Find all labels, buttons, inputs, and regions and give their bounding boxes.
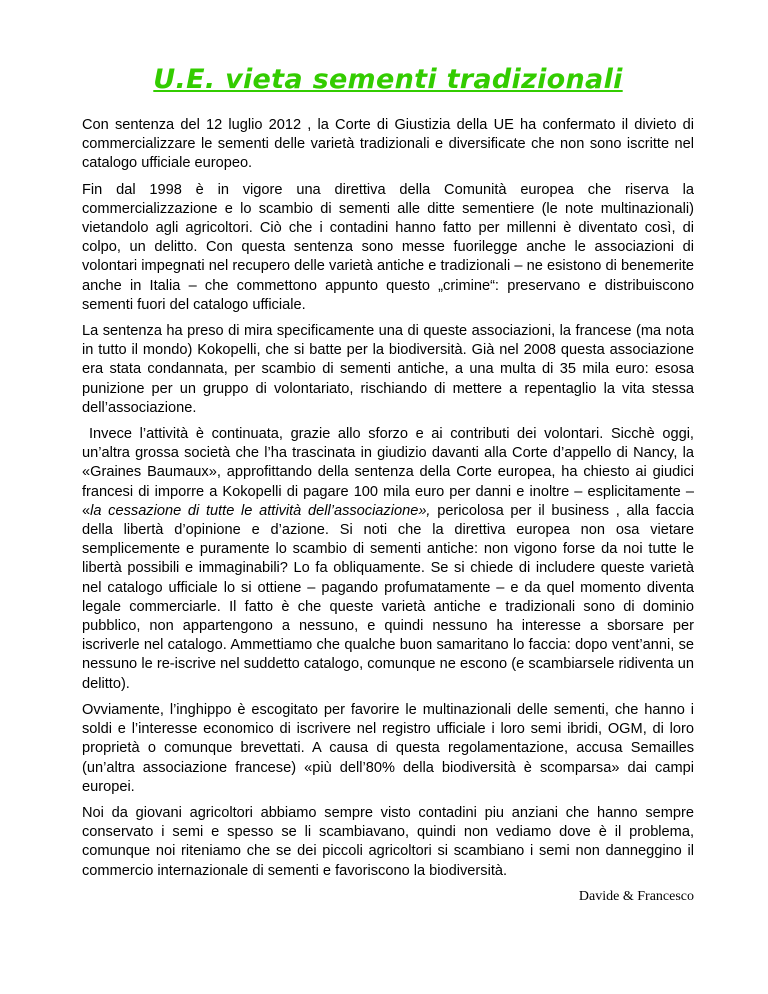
- signature: Davide & Francesco: [578, 888, 694, 904]
- paragraph-6: Noi da giovani agricoltori abbiamo sempre visto contadini piu anziani che hanno sempre conservato i semi e spesso se li scambiavano, quindi non vediamo dove è il problema, comunque noi riteniamo che se dei piccoli agricoltori si scambiano i semi non danneggino il commercio internazionale di sementi e favoriscono la biodiversità.: [82, 804, 694, 879]
- document-page: [82, 62, 694, 906]
- paragraph-4-text-before: Invece l’attività è continuata, grazie allo sforzo e ai contributi dei volontari. Sicchè oggi, un’altra grossa società che l’ha trascinata in giudizio davanti alla Corte d’appello di Nancy, la «Graines Baumaux», approfittando della sentenza della Corte europea, ha chiesto ai giudici francesi di imporre a Kokopelli di pagare 100 mila euro per danni e inoltre – esplicitamente – «: [82, 426, 694, 519]
- paragraph-1: Con sentenza del 12 luglio 2012 , la Corte di Giustizia della UE ha confermato il divieto di commercializzare le sementi delle varietà tradizionali e diversificate che non sono iscritte nel catalogo ufficiale europeo.: [82, 117, 694, 172]
- paragraph-3: La sentenza ha preso di mira specificamente una di queste associazioni, la francese (ma nota in tutto il mondo) Kokopelli, che si batte per la biodiversità. Già nel 2008 questa associazione era stata condannata, per scambio di sementi antiche, a una multa di 35 mila euro: esosa punizione per un gruppo di volontariato, rischiando di mettere a repentaglio la vita stessa dell’associazione.: [82, 323, 694, 416]
- paragraph-4-text-after: pericolosa per il business , alla faccia della libertà d’opinione e d’azione. Si noti che la direttiva europea non osa vietare semplicemente e puramente lo scambio di sementi antiche: non vigono forse da noi tutte le libertà possibili e immaginabili? Lo fa obliquamente. Se si chiede di includere queste varietà nel catalogo ufficiale lo si ottiene – pagando profumatamente – e da quel momento diventa legale commerciarle. Il fatto è che queste varietà antiche e tradizionali sono di dominio pubblico, non appartengono a nessuno, e quindi nessuno ha interesse a sborsare per iscriverle nel catalogo. Ammettiamo che qualche buon samaritano lo faccia: dopo vent’anni, se nessuno le re-iscrive nel suddetto catalogo, comunque ne escono (e scambiarsele ridiventa un delitto).: [82, 502, 694, 692]
- paragraph-2: Fin dal 1998 è in vigore una direttiva della Comunità europea che riserva la commercializzazione e lo scambio di sementi alle ditte sementiere (le note multinazionali) vietandolo agli agricoltori. Ciò che i contadini hanno fatto per millenni è diventato così, di colpo, un delitto. Con questa sentenza sono messe fuorilegge anche le associazioni di volontari impegnati nel recupero delle varietà antiche e tradizionali – ne esistono di benemerite anche in Italia – che commettono appunto questo „crimine“: preservano e distribuiscono sementi fuori del catalogo ufficiale.: [82, 181, 694, 313]
- page-title: U.E. vieta sementi tradizionali: [153, 64, 623, 95]
- paragraph-4-quote: la cessazione di tutte le attività dell’associazione»,: [90, 502, 431, 519]
- paragraph-4: [82, 425, 694, 694]
- paragraph-5: Ovviamente, l’inghippo è escogitato per favorire le multinazionali delle sementi, che hanno i soldi e l’interesse economico di iscrivere nel registro ufficiale i loro semi ibridi, OGM, di loro proprietà o comunque brevettati. A causa di questa regolamentazione, accusa Semailles (un’altra associazione francese) «più dell’80% della biodiversità è scomparsa» dai campi europei.: [82, 701, 694, 795]
